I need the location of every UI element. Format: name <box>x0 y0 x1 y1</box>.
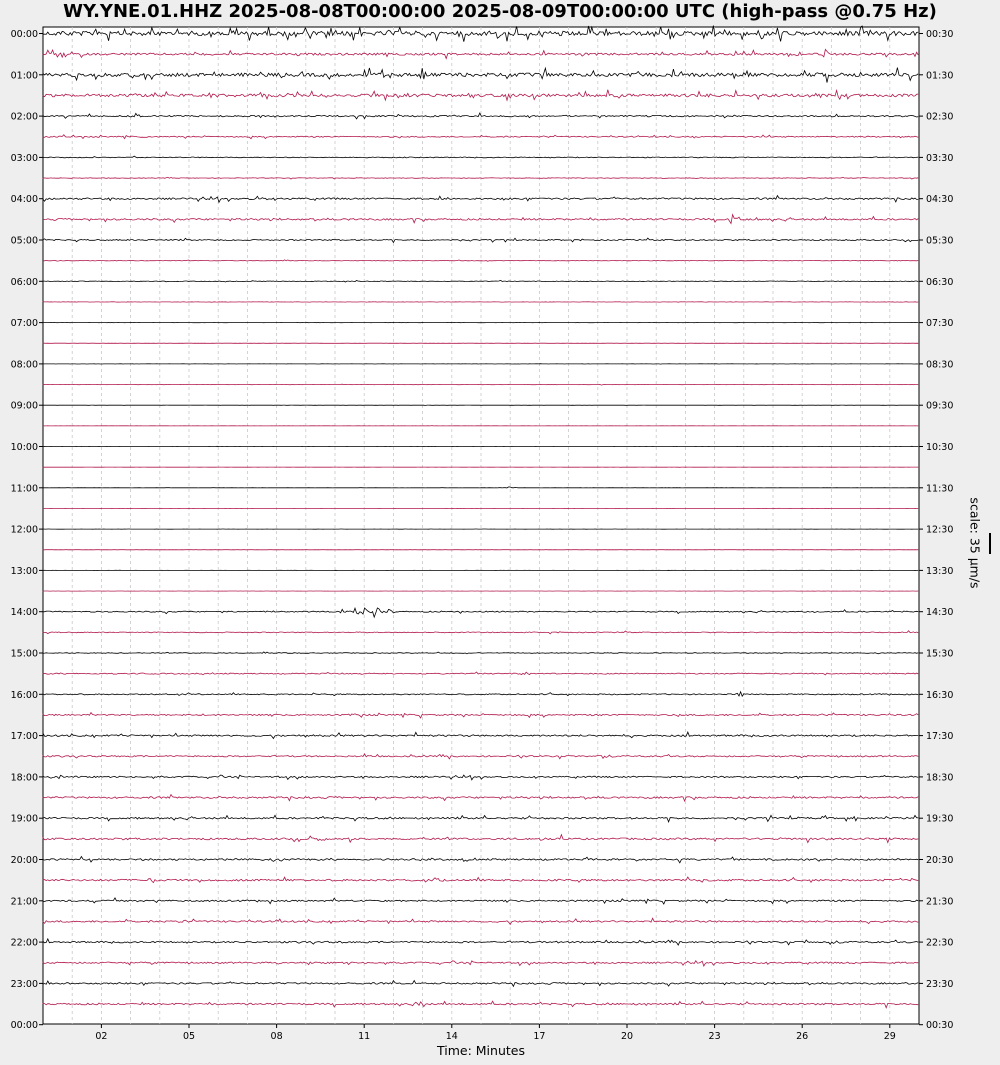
chart-title: WY.YNE.01.HHZ 2025-08-08T00:00:00 2025-08-09T00:00:00 UTC (high-pass @0.75 Hz) <box>63 1 937 22</box>
left-hour-label: 05:00 <box>10 235 38 247</box>
left-hour-label: 09:00 <box>10 400 38 412</box>
left-hour-label: 19:00 <box>10 813 38 825</box>
right-hour-label: 20:30 <box>926 855 954 866</box>
right-hour-label: 22:30 <box>926 937 954 949</box>
x-tick-label: 26 <box>796 1031 809 1042</box>
left-hour-label: 11:00 <box>10 483 38 495</box>
left-hour-label: 01:00 <box>10 70 38 82</box>
right-hour-label: 01:30 <box>926 70 954 82</box>
right-hour-label: 06:30 <box>926 276 954 288</box>
right-hour-label: 16:30 <box>926 689 954 701</box>
right-hour-label: 11:30 <box>926 483 954 495</box>
left-hour-label: 22:00 <box>10 937 38 949</box>
left-hour-label: 06:00 <box>10 276 38 288</box>
right-hour-label: 14:30 <box>926 607 954 619</box>
x-tick-label: 11 <box>358 1031 371 1042</box>
scale-label: scale: 35 μm/s <box>967 497 983 589</box>
left-hour-label: 14:00 <box>10 607 38 619</box>
left-hour-label: 21:00 <box>10 896 38 908</box>
scale-bar <box>989 533 991 554</box>
right-hour-label: 10:30 <box>926 442 954 453</box>
x-tick-label: 14 <box>445 1031 458 1042</box>
right-hour-label: 17:30 <box>926 731 954 743</box>
left-hour-label: 08:00 <box>10 359 38 371</box>
left-hour-label: 16:00 <box>10 689 38 701</box>
right-hour-label: 04:30 <box>926 194 954 206</box>
left-hour-label: 00:00 <box>10 1020 38 1032</box>
left-hour-label: 04:00 <box>10 194 38 206</box>
right-hour-label: 07:30 <box>926 318 954 330</box>
left-hour-label: 18:00 <box>10 772 38 784</box>
right-hour-label: 03:30 <box>926 152 954 164</box>
left-hour-label: 20:00 <box>10 855 38 866</box>
right-hour-label: 05:30 <box>926 235 954 247</box>
right-hour-label: 15:30 <box>926 648 954 660</box>
left-hour-label: 13:00 <box>10 565 38 577</box>
x-tick-label: 08 <box>270 1031 283 1042</box>
right-hour-label: 19:30 <box>926 813 954 825</box>
left-hour-label: 02:00 <box>10 111 38 123</box>
right-hour-label: 08:30 <box>926 359 954 371</box>
left-hour-label: 12:00 <box>10 524 38 536</box>
left-hour-label: 00:00 <box>10 29 38 40</box>
x-tick-label: 02 <box>95 1031 108 1042</box>
x-tick-label: 17 <box>533 1031 546 1042</box>
right-hour-label: 23:30 <box>926 978 954 990</box>
x-tick-label: 29 <box>883 1031 896 1042</box>
right-hour-label: 00:30 <box>926 1020 954 1032</box>
right-hour-label: 02:30 <box>926 111 954 123</box>
x-tick-label: 23 <box>708 1031 721 1042</box>
left-hour-label: 17:00 <box>10 731 38 743</box>
right-hour-label: 18:30 <box>926 772 954 784</box>
left-hour-label: 07:00 <box>10 318 38 330</box>
right-hour-label: 00:30 <box>926 29 954 40</box>
x-tick-label: 20 <box>620 1031 634 1042</box>
right-hour-label: 12:30 <box>926 524 954 536</box>
left-hour-label: 03:00 <box>10 152 38 164</box>
right-hour-label: 13:30 <box>926 565 954 577</box>
right-hour-label: 09:30 <box>926 400 954 412</box>
x-axis-label: Time: Minutes <box>437 1043 525 1058</box>
x-tick-label: 05 <box>182 1031 196 1042</box>
left-hour-label: 15:00 <box>10 648 38 660</box>
left-hour-label: 10:00 <box>10 442 38 453</box>
left-hour-label: 23:00 <box>10 978 38 990</box>
right-hour-label: 21:30 <box>926 896 954 908</box>
